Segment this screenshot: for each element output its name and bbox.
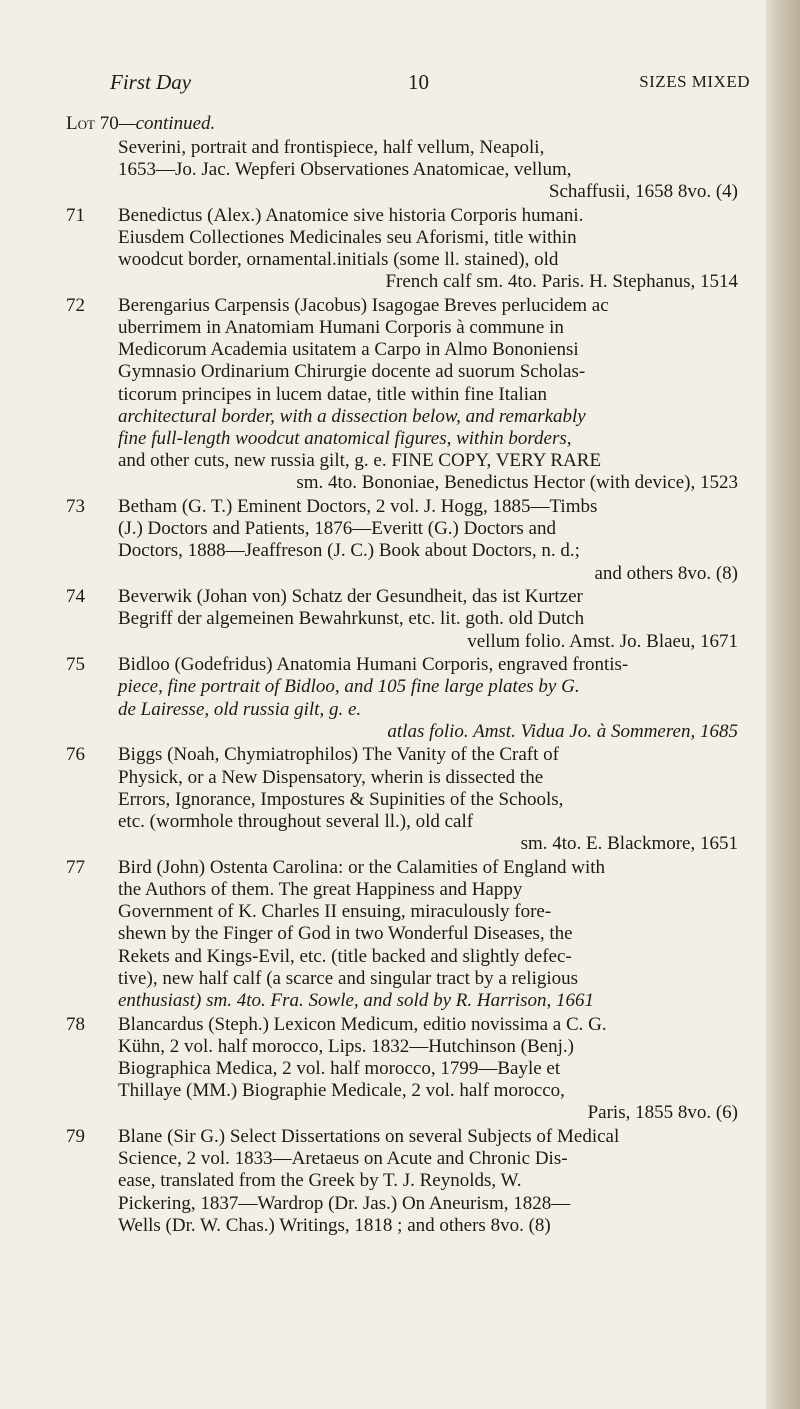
lot-line: Errors, Ignorance, Impostures & Supinities of the Schools, xyxy=(118,788,564,810)
lot-line: Bird (John) Ostenta Carolina: or the Calamities of England with xyxy=(118,856,606,878)
lot-line: Eiusdem Collectiones Medicinales seu Aforismi, title within xyxy=(118,226,577,248)
lot-line: uberrimem in Anatomiam Humani Corporis à commune in xyxy=(118,317,564,338)
lot-number: 74 xyxy=(66,586,85,608)
lot-number: 75 xyxy=(66,654,85,676)
lot-entry xyxy=(66,295,756,495)
lot-number: 73 xyxy=(66,496,85,518)
lot-line: Physick, or a New Dispensatory, wherin is dissected the xyxy=(118,766,544,788)
lot-line: Beverwik (Johan von) Schatz der Gesundheit, das ist Kurtzer xyxy=(118,586,583,608)
lot-line: 1653—Jo. Jac. Wepferi Observationes Anatomicae, vellum, xyxy=(118,158,572,180)
lot-line: woodcut border, ornamental.initials (some ll. stained), old xyxy=(118,249,559,270)
lot-line: Berengarius Carpensis (Jacobus) Isagogae Breves perlucidem ac xyxy=(118,294,609,316)
lot-line: Severini, portrait and frontispiece, half vellum, Neapoli, xyxy=(118,136,545,158)
lot-line: sm. 4to. E. Blackmore, 1651 xyxy=(520,833,738,855)
lot-line: Betham (G. T.) Eminent Doctors, 2 vol. J. Hogg, 1885—Timbs xyxy=(118,496,598,518)
lot-line: ticorum principes in lucem datae, title within fine Italian xyxy=(118,383,547,405)
page-header xyxy=(110,70,750,100)
section-title: SIZES MIXED xyxy=(639,72,750,91)
lot-line: Kühn, 2 vol. half morocco, Lips. 1832—Hutchinson (Benj.) xyxy=(118,1035,574,1057)
lot-line: Wells (Dr. W. Chas.) Writings, 1818 ; and others 8vo. (8) xyxy=(118,1214,551,1236)
lot-line: de Lairesse, old russia gilt, g. e. xyxy=(118,698,362,720)
lot-line: Blane (Sir G.) Select Dissertations on several Subjects of Medical xyxy=(118,1126,620,1148)
lot-entry xyxy=(66,586,756,653)
lot-number: 72 xyxy=(66,294,85,316)
lot-number: 76 xyxy=(66,744,85,766)
lot-entry xyxy=(66,654,756,743)
lot-line: and other cuts, new russia gilt, g. e. FINE COPY, VERY RARE xyxy=(118,450,602,472)
lot-line: French calf sm. 4to. Paris. H. Stephanus, 1514 xyxy=(385,271,738,293)
lot-line: piece, fine portrait of Bidloo, and 105 fine large plates by G. xyxy=(118,676,580,698)
lot-line: Government of K. Charles II ensuing, miraculously fore- xyxy=(118,901,552,923)
lot-line: the Authors of them. The great Happiness and Happy xyxy=(118,879,523,901)
lot-number: 71 xyxy=(66,204,85,226)
lot-line: enthusiast) sm. 4to. Fra. Sowle, and sold by R. Harrison, 1661 xyxy=(118,990,595,1012)
lot-entry xyxy=(66,1126,756,1237)
lot-line: Gymnasio Ordinarium Chirurgie docente ad suorum Scholas- xyxy=(118,361,586,383)
lot-number: 77 xyxy=(66,856,85,878)
lot-70-heading xyxy=(66,113,756,135)
lot-line: shewn by the Finger of God in two Wonderful Diseases, the xyxy=(118,923,573,945)
lot-line: and others 8vo. (8) xyxy=(594,562,738,584)
lot-line: Biographica Medica, 2 vol. half morocco, 1799—Bayle et xyxy=(118,1058,561,1080)
lot-line: Blancardus (Steph.) Lexicon Medicum, editio novissima a C. G. xyxy=(118,1013,607,1035)
lot-line: Begriff der algemeinen Bewahrkunst, etc. lit. goth. old Dutch xyxy=(118,608,585,630)
lot-line: atlas folio. Amst. Vidua Jo. à Sommeren, 1685 xyxy=(387,720,738,742)
lot-entry xyxy=(66,205,756,294)
lot-line: architectural border, with a dissection below, and remarkably xyxy=(118,405,586,427)
lot-line: Paris, 1855 8vo. (6) xyxy=(587,1102,738,1124)
lot-entry xyxy=(66,137,756,204)
lot-line: Thillaye (MM.) Biographie Medicale, 2 vol. half morocco, xyxy=(118,1080,565,1102)
lot-entry xyxy=(66,496,756,585)
lot-line: Schaffusii, 1658 8vo. (4) xyxy=(548,181,738,202)
lot-number: 78 xyxy=(66,1013,85,1035)
lot-line: Bidloo (Godefridus) Anatomia Humani Corporis, engraved frontis- xyxy=(118,654,629,676)
lot-line: tive), new half calf (a scarce and singular tract by a religious xyxy=(118,967,579,989)
lot-line: Benedictus (Alex.) Anatomice sive historia Corporis humani. xyxy=(118,204,584,226)
lot-line: sm. 4to. Bononiae, Benedictus Hector (with device), 1523 xyxy=(296,472,738,494)
lot-line: etc. (wormhole throughout several ll.), old calf xyxy=(118,811,474,833)
lot-label: Lot 70—continued. xyxy=(66,113,216,134)
lot-list xyxy=(66,113,756,1238)
lot-line: Rekets and Kings-Evil, etc. (title backed and slightly defec- xyxy=(118,945,572,967)
lot-line: (J.) Doctors and Patients, 1876—Everitt (G.) Doctors and xyxy=(118,518,556,540)
lot-line: vellum folio. Amst. Jo. Blaeu, 1671 xyxy=(467,630,738,652)
lot-line: Pickering, 1837—Wardrop (Dr. Jas.) On Aneurism, 1828— xyxy=(118,1192,571,1214)
lot-entry xyxy=(66,1014,756,1125)
running-title: First Day xyxy=(110,70,192,94)
lot-line: Medicorum Academia usitatem a Carpo in Almo Bononiensi xyxy=(118,339,579,361)
lot-entry xyxy=(66,857,756,1012)
lot-line: Science, 2 vol. 1833—Aretaeus on Acute and Chronic Dis- xyxy=(118,1148,568,1170)
lot-entry xyxy=(66,744,756,855)
lot-line: Biggs (Noah, Chymiatrophilos) The Vanity of the Craft of xyxy=(118,744,559,766)
book-edge xyxy=(766,0,800,1409)
page-number: 10 xyxy=(408,70,429,94)
lot-number: 79 xyxy=(66,1126,85,1148)
lot-line: fine full-length woodcut anatomical figures, within borders, xyxy=(118,428,572,450)
lot-line: Doctors, 1888—Jeaffreson (J. C.) Book about Doctors, n. d.; xyxy=(118,540,580,562)
lot-line: ease, translated from the Greek by T. J. Reynolds, W. xyxy=(118,1170,522,1192)
